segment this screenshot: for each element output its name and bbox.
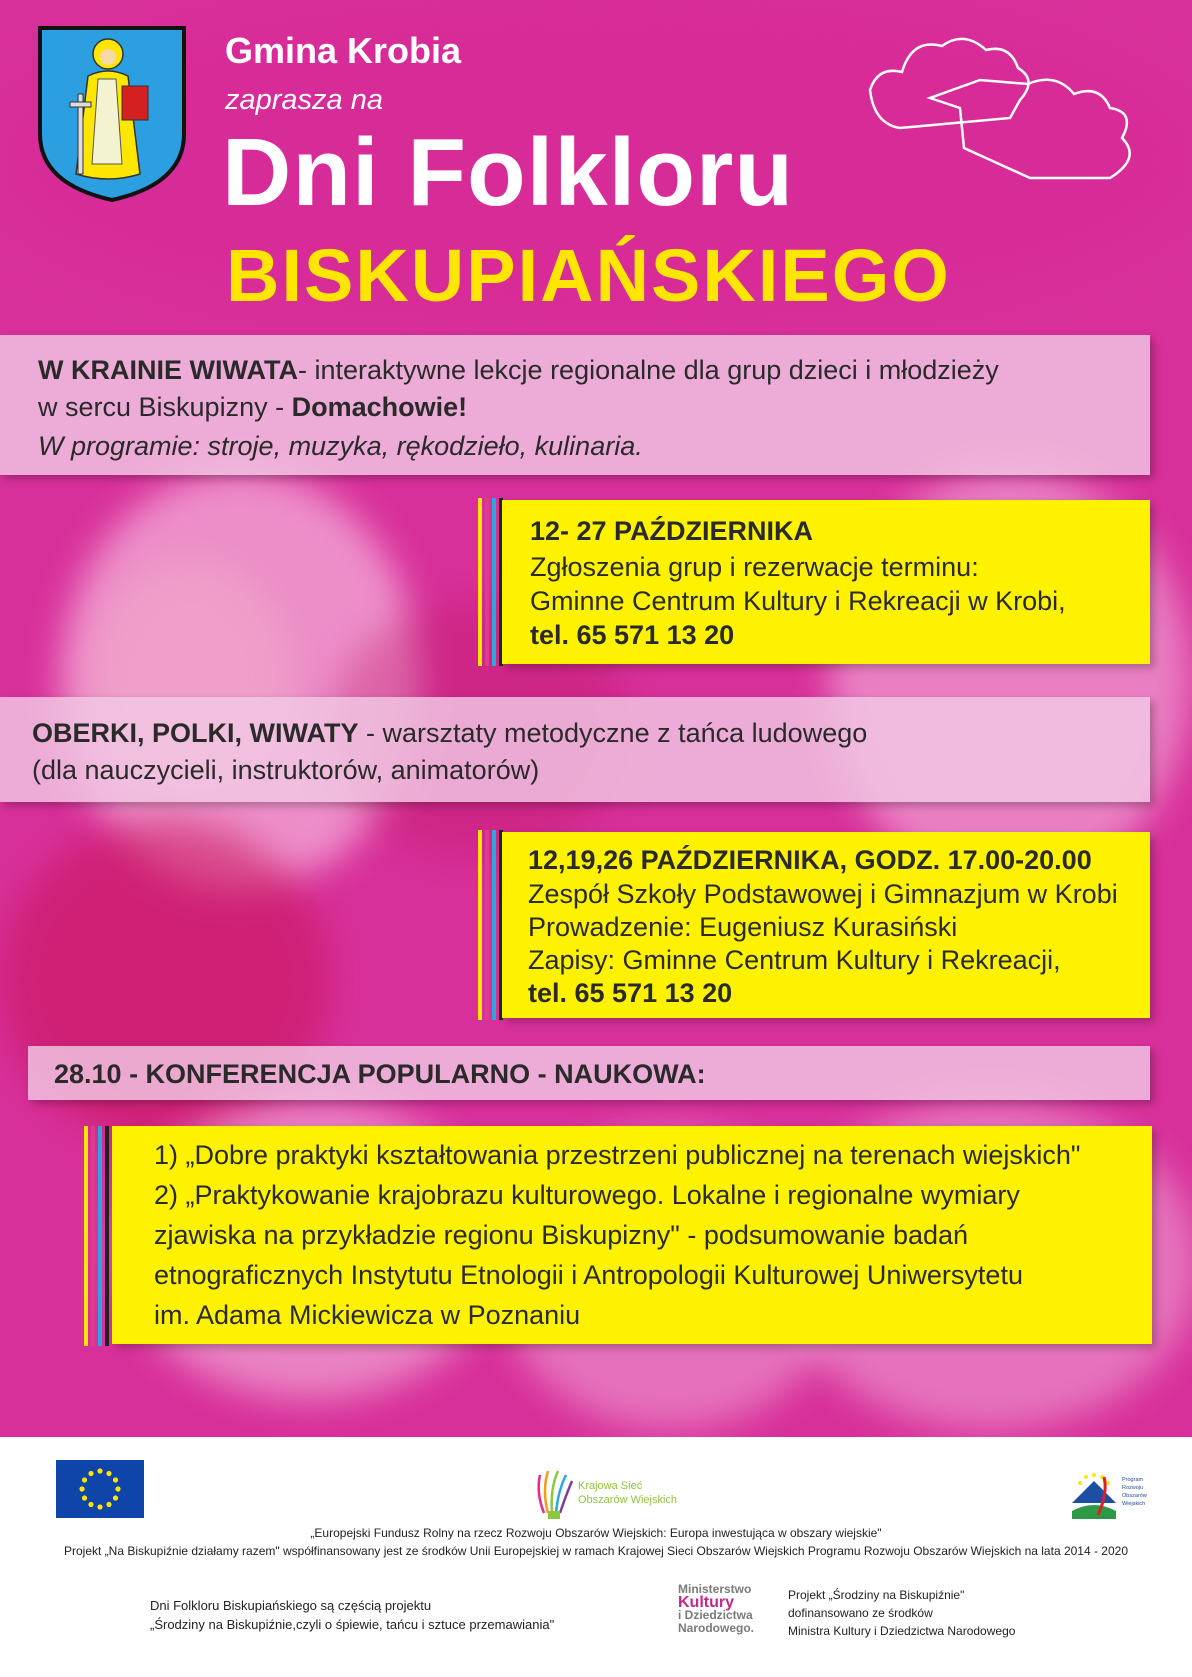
project-cofinancing-note: Projekt „Na Biskupiźnie działamy razem" współfinansowany jest ze środków Unii Europejskiej w ramach Krajowej Sieci Obszarów Wiejskich Programu Rozwoju Obszarów Wiejskich na lata 2014 - 2020 xyxy=(63,1544,1128,1558)
section-oberki-line2: (dla nauczycieli, instruktorów, animatorów) xyxy=(32,755,540,785)
section-oberki-title: OBERKI, POLKI, WIWATY xyxy=(32,718,359,748)
section-wiwata-program: W programie: stroje, muzyka, rękodzieło, kulinaria. xyxy=(38,431,643,461)
ministry-funding-line2: dofinansowano ze środków xyxy=(788,1606,933,1620)
eu-motto: „Europejski Fundusz Rolny na rzecz Rozwoju Obszarów Wiejskich: Europa inwestująca w obszary wiejskie" xyxy=(310,1526,882,1540)
registration-phone: tel. 65 571 13 20 xyxy=(530,620,735,650)
conference-line-4: etnograficznych Instytutu Etnologii i Antropologii Kulturowej Uniwersytetu xyxy=(154,1260,1023,1290)
workshop-instructor: Prowadzenie: Eugeniusz Kurasiński xyxy=(528,912,958,942)
svg-text:Rozwoju: Rozwoju xyxy=(1122,1485,1144,1491)
ministry-funding-line1: Projekt „Środziny na Biskupiźnie" xyxy=(788,1588,965,1602)
registration-line1: Zgłoszenia grup i rezerwacje terminu: xyxy=(530,552,979,582)
svg-text:Obszarów Wiejskich: Obszarów Wiejskich xyxy=(578,1494,678,1506)
workshop-date: 12,19,26 PAŹDZIERNIKA, GODZ. 17.00-20.00 xyxy=(528,845,1092,875)
workshop-signup: Zapisy: Gminne Centrum Kultury i Rekreacji, xyxy=(528,945,1061,975)
svg-text:Obszarów: Obszarów xyxy=(1122,1493,1147,1499)
svg-text:Program: Program xyxy=(1122,1477,1144,1483)
stripes-decoration xyxy=(84,1126,112,1346)
registration-line2: Gminne Centrum Kultury i Rekreacji w Krobi, xyxy=(530,586,1066,616)
registration-date: 12- 27 PAŹDZIERNIKA xyxy=(530,516,814,546)
folk-cloud-ornament-icon xyxy=(860,28,1150,208)
krobia-crest-icon xyxy=(36,24,188,204)
project-part-line1: Dni Folkloru Biskupiańskiego są częścią projektu xyxy=(150,1598,432,1613)
conference-line-5: im. Adama Mickiewicza w Poznaniu xyxy=(154,1300,581,1330)
section-wiwata-title: W KRAINIE WIWATA xyxy=(38,355,298,385)
workshop-phone: tel. 65 571 13 20 xyxy=(528,978,733,1008)
conference-line-3: zjawiska na przykładzie regionu Biskupizny" - podsumowanie badań xyxy=(154,1220,969,1250)
section-conference-title: 28.10 - KONFERENCJA POPULARNO - NAUKOWA: xyxy=(54,1059,706,1089)
section-oberki-line1: OBERKI, POLKI, WIWATY - warsztaty metodyczne z tańca ludowego xyxy=(32,718,868,748)
project-part-line2: „Środziny na Biskupiźnie,czyli o śpiewie, tańcu i sztuce przemawiania" xyxy=(150,1617,555,1632)
ksow-logo xyxy=(530,1463,680,1523)
prow-logo xyxy=(1068,1463,1168,1525)
ministry-funding-line3: Ministra Kultury i Dziedzictwa Narodowego xyxy=(788,1624,1016,1638)
conference-line-2: 2) „Praktykowanie krajobrazu kulturowego. Lokalne i regionalne wymiary xyxy=(154,1180,1020,1210)
event-title: Dni Folkloru xyxy=(222,119,794,226)
section-wiwata-line2: w sercu Biskupizny - Domachowie! xyxy=(38,392,468,422)
workshop-venue: Zespół Szkoły Podstawowej i Gimnazjum w Krobi xyxy=(528,879,1118,909)
svg-text:Wiejskich: Wiejskich xyxy=(1122,1501,1146,1507)
invitation-text: zaprasza na xyxy=(225,84,383,116)
section-wiwata-line1: W KRAINIE WIWATA- interaktywne lekcje regionalne dla grup dzieci i młodzieży xyxy=(38,355,999,385)
ministry-logo: Ministerstwo Kultury i Dziedzictwa Narodowego. xyxy=(678,1582,755,1635)
venue-domachowo: Domachowie! xyxy=(291,392,468,422)
event-subtitle: BISKUPIAŃSKIEGO xyxy=(226,234,951,317)
eu-flag-icon xyxy=(56,1460,144,1518)
conference-line-1: 1) „Dobre praktyki kształtowania przestrzeni publicznej na terenach wiejskich" xyxy=(154,1140,1081,1170)
organizer-name: Gmina Krobia xyxy=(225,30,462,71)
svg-text:Krajowa Sieć: Krajowa Sieć xyxy=(578,1480,643,1492)
